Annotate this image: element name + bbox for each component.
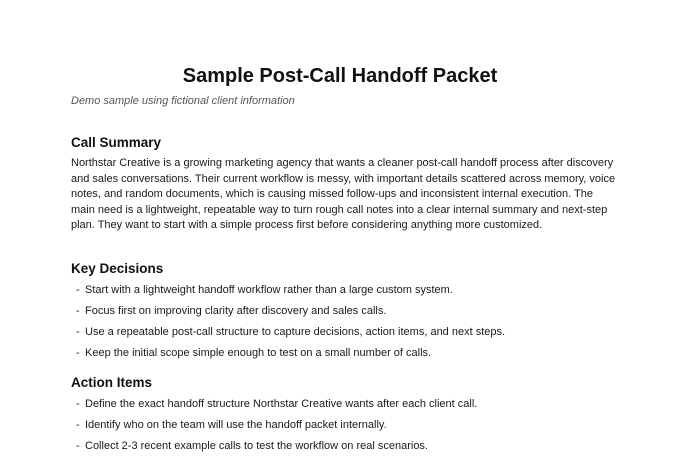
document-subtitle: Demo sample using fictional client information	[71, 95, 295, 107]
list-item-text: Collect 2-3 recent example calls to test the workflow on real scenarios.	[85, 440, 428, 452]
list-item: - Collect 2-3 recent example calls to test the workflow on real scenarios.	[76, 440, 428, 452]
key-decisions-list	[76, 283, 636, 367]
list-item: - Identify who on the team will use the handoff packet internally.	[76, 419, 387, 431]
list-item-text: Keep the initial scope simple enough to test on a small number of calls.	[85, 347, 432, 359]
action-items-list	[76, 397, 636, 460]
call-summary-text: Northstar Creative is a growing marketing agency that wants a cleaner post-call handoff process after discovery and sales conversations. Their current workflow is messy, with important details scattered across memory, voice notes, and random documents, which is causing missed follow-ups and inconsistent internal execution. The main need is a lightweight, repeatable way to turn rough call notes into a clear internal summary and next-step plan. They want to start with a simple process first before considering anything more customized.	[71, 157, 616, 231]
list-item: - Use a repeatable post-call structure to capture decisions, action items, and next steps.	[76, 326, 506, 338]
call-summary-heading: Call Summary	[71, 135, 162, 150]
list-item-text: Identify who on the team will use the handoff packet internally.	[85, 419, 387, 431]
list-item-text: Define the exact handoff structure Northstar Creative wants after each client call.	[85, 398, 478, 410]
list-item: - Focus first on improving clarity after discovery and sales calls.	[76, 305, 387, 317]
key-decisions-heading: Key Decisions	[71, 261, 164, 276]
action-items-heading: Action Items	[71, 375, 153, 390]
list-item-text: Start with a lightweight handoff workflow rather than a large custom system.	[85, 284, 453, 296]
document-title: Sample Post-Call Handoff Packet	[182, 65, 498, 87]
list-item: - Start with a lightweight handoff workflow rather than a large custom system.	[76, 284, 453, 296]
list-item: - Define the exact handoff structure Northstar Creative wants after each client call.	[76, 398, 478, 410]
list-item: - Keep the initial scope simple enough to test on a small number of calls.	[76, 347, 432, 359]
list-item-text: Use a repeatable post-call structure to capture decisions, action items, and next steps.	[85, 326, 506, 338]
list-item-text: Focus first on improving clarity after discovery and sales calls.	[85, 305, 387, 317]
